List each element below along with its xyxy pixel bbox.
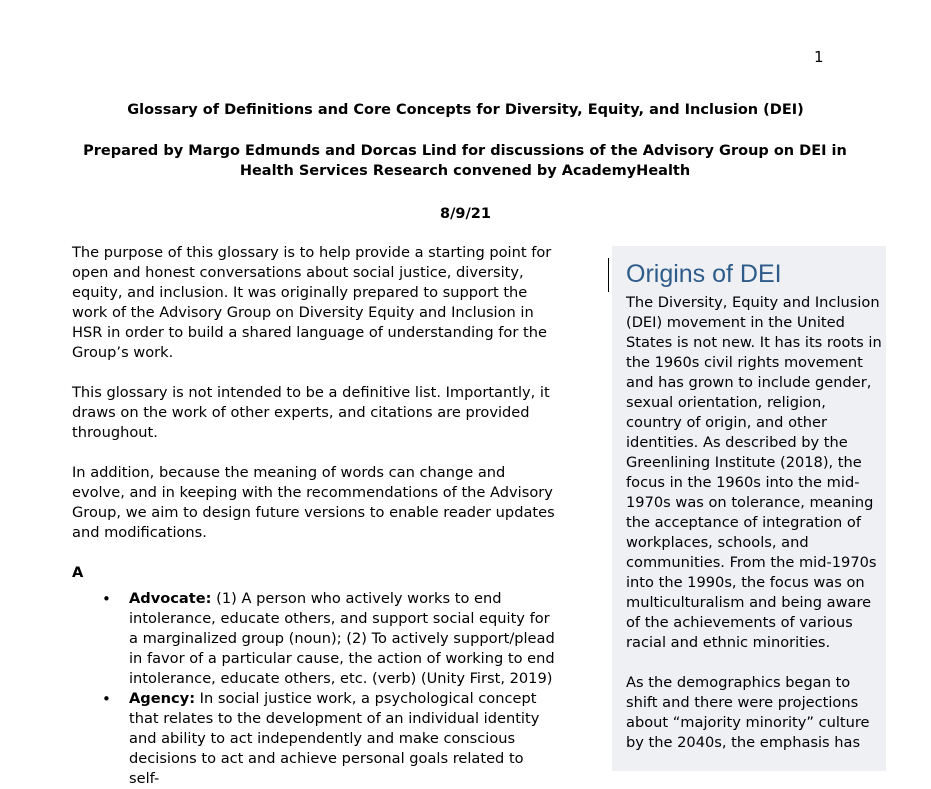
sidebar-paragraph: The Diversity, Equity and Inclusion (DEI) movement in the United States is not new. It has its roots in the 1960s civil rights movement and has grown to include gender, sexual orientation, religion, country of origin, and other identities. As described by the Greenlining Institute (2018), the focus in the 1960s into the mid-1970s was on tolerance, meaning the acceptance of integration of workplaces, schools, and communities. From the mid-1970s into the 1990s, the focus was on multiculturalism and being aware of the achievements of various racial and ethnic minorities. (626, 294, 882, 651)
sidebar-paragraph: As the demographics began to shift and there were projections about “majority minority” culture by the 2040s, the emphasis has (626, 674, 870, 751)
term-definition: In social justice work, a psychological concept that relates to the development of an individual identity and ability to act independently and make conscious decisions to act and achieve personal goals related to self- (129, 690, 540, 787)
term-definition: (1) A person who actively works to end intolerance, educate others, and support social equity for a marginalized group (noun); (2) To actively support/plead in favor of a particular cause, the action of working to end intolerance, educate others, etc. (verb) (Unity First, 2019) (129, 590, 555, 687)
document-title: Glossary of Definitions and Core Concepts for Diversity, Equity, and Inclusion (DEI) (127, 102, 804, 118)
sidebar-rule (608, 258, 609, 292)
term-name: Agency: (129, 690, 196, 707)
intro-paragraph: This glossary is not intended to be a definitive list. Importantly, it draws on the work of other experts, and citations are provided throughout. (72, 384, 550, 441)
intro-paragraph: The purpose of this glossary is to help provide a starting point for open and honest conversations about social justice, diversity, equity, and inclusion. It was originally prepared to support the work of the Advisory Group on Diversity Equity and Inclusion in HSR in order to build a shared language of understanding for the Group’s work. (72, 244, 552, 361)
prepared-by: Prepared by Margo Edmunds and Dorcas Lind for discussions of the Advisory Group on DEI in Health Services Research convened by AcademyHealth (83, 143, 847, 179)
page-number: 1 (814, 48, 824, 66)
term-item (72, 689, 557, 789)
term-name: Advocate: (129, 590, 212, 607)
intro-paragraph: In addition, because the meaning of words can change and evolve, and in keeping with the recommendations of the Advisory Group, we aim to design future versions to enable reader updates and modifications. (72, 464, 555, 541)
section-letter: A (72, 564, 84, 581)
sidebar-heading: Origins of DEI (626, 260, 782, 288)
document-date: 8/9/21 (440, 206, 491, 222)
sidebar-box (612, 246, 886, 771)
main-column (72, 243, 557, 789)
term-list (72, 589, 557, 789)
term-item (72, 589, 557, 689)
